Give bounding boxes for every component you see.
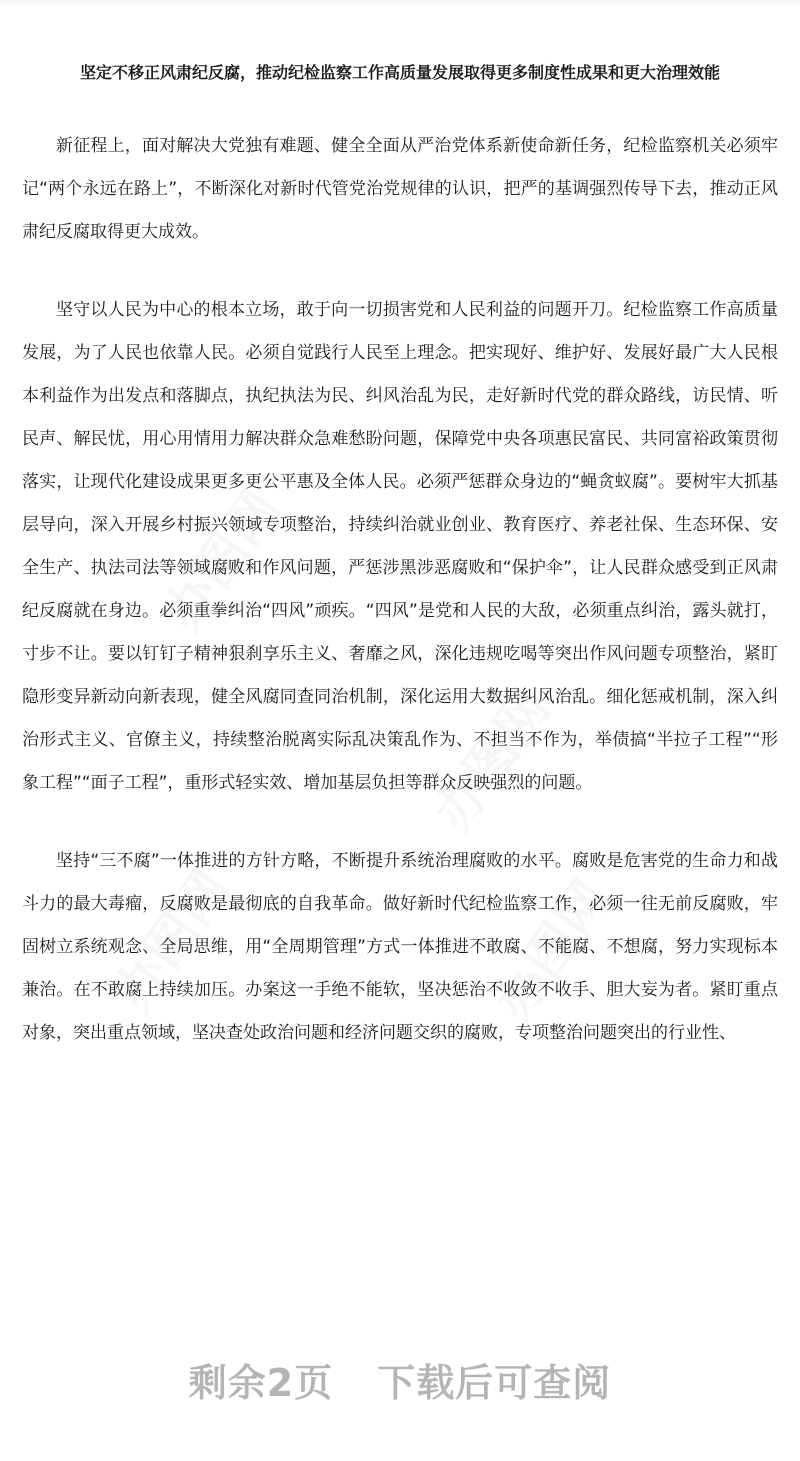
document-title: 坚定不移正风肃纪反腐，推动纪检监察工作高质量发展取得更多制度性成果和更大治理效能	[79, 63, 720, 82]
download-notice[interactable]	[0, 1358, 800, 1408]
paragraph-3: 坚持“三不腐”一体推进的方针方略，不断提升系统治理腐败的水平。腐败是危害党的生命力和战斗力的最大毒瘤，反腐败是最彻底的自我革命。做好新时代纪检监察工作，必须一往无前反腐败，牢固树立系统观念、全局思维，用“全周期管理”方式一体推进不敢腐、不能腐、不想腐，努力实现标本兼治。在不敢腐上持续加压。办案这一手绝不能软，坚决惩治不收敛不收手、胆大妄为者。紧盯重点对象，突出重点领域，坚决查处政治问题和经济问题交织的腐败，专项整治问题突出的行业性、	[22, 851, 778, 1043]
remaining-pages-label: 剩余2页	[188, 1361, 334, 1405]
page-top-edge	[0, 0, 800, 8]
paragraph-2: 坚守以人民为中心的根本立场，敢于向一切损害党和人民利益的问题开刀。纪检监察工作高质量发展，为了人民也依靠人民。必须自觉践行人民至上理念。把实现好、维护好、发展好最广大人民根本利益作为出发点和落脚点，执纪执法为民、纠风治乱为民，走好新时代党的群众路线，访民情、听民声、解民忧，用心用情用力解决群众急难愁盼问题，保障党中央各项惠民富民、共同富裕政策贯彻落实，让现代化建设成果更多更公平惠及全体人民。必须严惩群众身边的“蝇贪蚁腐”。要树牢大抓基层导向，深入开展乡村振兴领域专项整治，持续纠治就业创业、教育医疗、养老社保、生态环保、安全生产、执法司法等领域腐败和作风问题，严惩涉黑涉恶腐败和“保护伞”，让人民群众感受到正风肃纪反腐就在身边。必须重拳纠治“四风”顽疾。“四风”是党和人民的大敌，必须重点纠治，露头就打，寸步不让。要以钉钉子精神狠刹享乐主义、奢靡之风，深化违规吃喝等突出作风问题专项整治，紧盯隐形变异新动向新表现，健全风腐同查同治机制，深化运用大数据纠风治乱。细化惩戒机制，深入纠治形式主义、官僚主义，持续整治脱离实际乱决策乱作为、不担当不作为，举债搞“半拉子工程”“形象工程”“面子工程”，重形式轻实效、增加基层负担等群众反映强烈的问题。	[22, 300, 778, 793]
download-to-view-label[interactable]: 下载后可查阅	[377, 1361, 612, 1405]
document-body	[22, 125, 778, 1090]
paragraph-1: 新征程上，面对解决大党独有难题、健全全面从严治党体系新使命新任务，纪检监察机关必须牢记“两个永远在路上”，不断深化对新时代管党治党规律的认识，把严的基调强烈传导下去，推动正风肃纪反腐取得更大成效。	[22, 136, 778, 242]
